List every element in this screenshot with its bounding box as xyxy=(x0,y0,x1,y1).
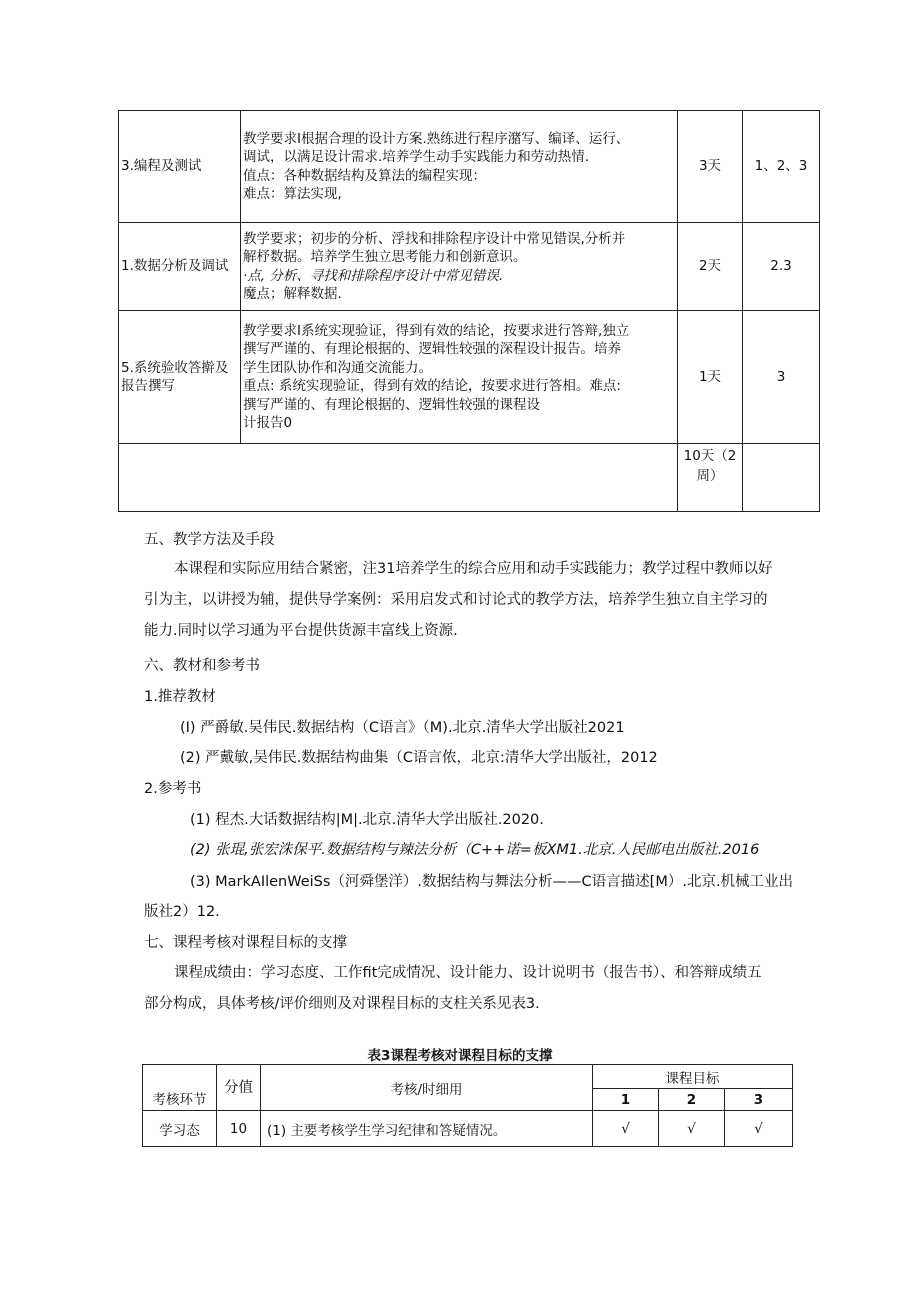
header-score: 分值 xyxy=(217,1065,261,1111)
row-detail: (1) 主要考核学生学习纪律和答疑情况。 xyxy=(261,1111,593,1147)
total-goals-cell xyxy=(743,444,820,512)
requirement-cell: 教学要求I系统实现验证，得到有效的结论，按要求进行答辩,独立 撰写严谨的、有理论根据的、逻辑性较强的深程设计报告。培养 学生团队协作和沟通交流能力。 重点: 系统实现验证，得到有效的结论，按要求进行答相。难点: 撰写严谨的、有理论根据的、逻辑性较强的课程设 计报告0 xyxy=(241,311,678,444)
recommended-book-2: (2) 严戴敏,吴伟民.数据结构曲集（C语言侬，北京:清华大学出版社，2012 xyxy=(180,750,658,766)
assessment-table xyxy=(142,1064,793,1147)
stage-cell: 3.编程及测试 xyxy=(119,111,241,223)
total-row xyxy=(119,444,820,512)
reference-books-heading: 2.参考书 xyxy=(144,781,202,797)
recommended-book-1: (I) 严爵敏.吴伟民.数据结构（C语言》（M).北京.清华大学出版社2021 xyxy=(180,720,625,736)
table3-caption: 表3课程考核对课程目标的支撑 xyxy=(367,1048,553,1064)
goals-cell: 2.3 xyxy=(743,223,820,311)
header-goals: 课程目标 xyxy=(593,1065,793,1089)
goals-cell: 1、2、3 xyxy=(743,111,820,223)
requirement-cell: 教学要求I根据合理的设计方案.熟练进行程序潴写、编译、运行、 调试，以满足设计需求.培养学生动手实践能力和劳动热情. 值点：各种数据结构及算法的编程实现： 难点：算法实现, xyxy=(241,111,678,223)
row-mark-1: √ xyxy=(593,1111,659,1147)
reference-book-1: (1) 程杰.大话数据结构|M|.北京.清华大学出版社.2020. xyxy=(190,812,544,828)
row-stage: 学习态 xyxy=(143,1111,217,1147)
days-cell: 1天 xyxy=(678,311,743,444)
section5-paragraph: 本课程和实际应用结合紧密，注31培养学生的综合应用和动手实践能力；教学过程中教师以好 引为主，以讲授为辅，提供导学案例：采用启发式和讨论式的教学方法，培养学生独立自主学习的 能力.同时以学习通为平台提供货源丰富线上资源. xyxy=(144,561,773,639)
goal-num-3: 3 xyxy=(725,1089,793,1111)
table-row xyxy=(119,111,820,223)
row-score: 10 xyxy=(217,1111,261,1147)
goal-num-1: 1 xyxy=(593,1089,659,1111)
reference-book-3-cont: 版社2）12. xyxy=(144,904,220,920)
stage-cell: 5.系统验收答擀及报告撰写 xyxy=(119,311,241,444)
reference-book-2: (2) 张琨,张宏洙保平.数据结构与辣法分析（C++诺=板XM1.北京.人民邮电出版社.2016 xyxy=(190,842,760,858)
recommended-books-heading: 1.推荐教材 xyxy=(144,689,216,705)
table-row xyxy=(143,1111,793,1147)
row-mark-3: √ xyxy=(725,1111,793,1147)
section7-paragraph: 课程成绩由：学习态度、工作fit完成情况、设计能力、设计说明书（报告书）、和答辩成绩五 部分构成，具体考核/评价细则及对课程目标的支柱关系见表3. xyxy=(144,965,762,1012)
stage-cell: 1.数据分析及调试 xyxy=(119,223,241,311)
table-row xyxy=(119,223,820,311)
days-cell: 2天 xyxy=(678,223,743,311)
header-stage: 考核环节 xyxy=(143,1065,217,1111)
table-row xyxy=(119,311,820,444)
days-cell: 3天 xyxy=(678,111,743,223)
goal-num-2: 2 xyxy=(659,1089,725,1111)
goals-cell: 3 xyxy=(743,311,820,444)
row-mark-2: √ xyxy=(659,1111,725,1147)
section7-heading: 七、课程考核对课程目标的支撑 xyxy=(144,935,347,951)
schedule-table xyxy=(118,110,820,512)
total-empty-cell xyxy=(119,444,678,512)
section6-heading: 六、教材和参考书 xyxy=(144,658,260,674)
header-detail: 考核/时细用 xyxy=(261,1065,593,1111)
reference-book-3: (3) MarkAIlenWeiSs（河舜堡洋）.数据结构与舞法分析——C语言描述[M）.北京.机械工业出 xyxy=(190,874,794,890)
total-days-cell: 10天（2周） xyxy=(678,444,743,512)
table-header-row xyxy=(143,1065,793,1089)
section5-heading: 五、教学方法及手段 xyxy=(144,532,275,548)
requirement-cell: 教学要求；初步的分析、浮找和排除程序设计中常见错误,分析并 解杼数据。培养学生独立思考能力和创新意识。 ·点, 分析、寻找和排除程序设计中常见错误. 魔点；解释数据. xyxy=(241,223,678,311)
